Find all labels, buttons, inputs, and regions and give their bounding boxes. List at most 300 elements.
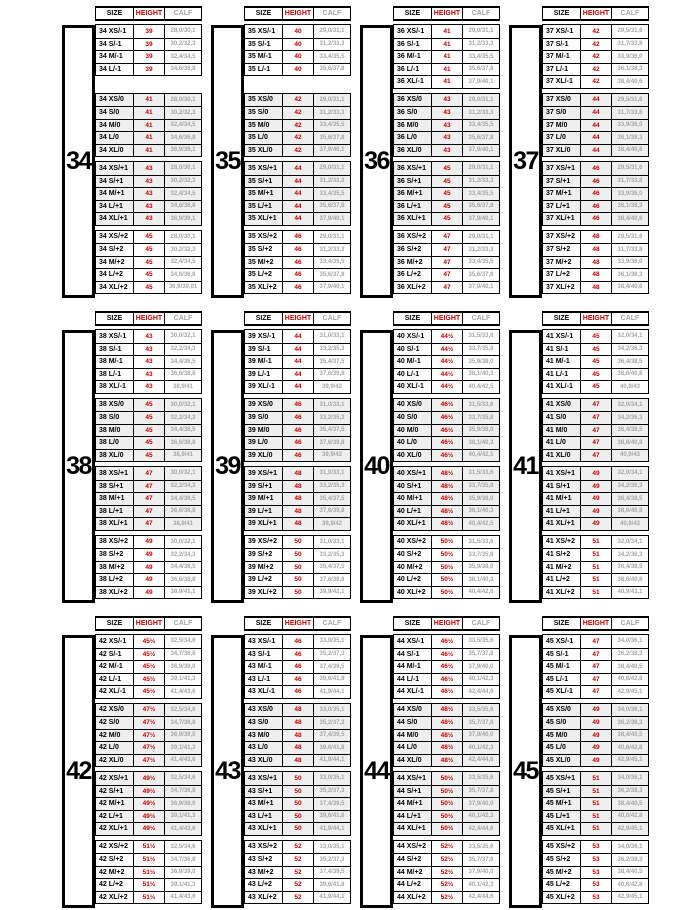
size-row [96, 505, 201, 518]
calf-cell: 32,0/34,1 [617, 538, 643, 545]
size-cell: 38 S/-1 [96, 344, 134, 356]
size-row [96, 673, 201, 686]
calf-cell: 36,4/38,5 [617, 427, 643, 434]
size-row [245, 517, 350, 530]
size-row [96, 685, 201, 698]
size-row [394, 25, 499, 38]
size-row [543, 772, 648, 785]
calf-cell: 32,0/34,1 [617, 470, 643, 477]
size-row [394, 380, 499, 393]
height-cell: 50 [283, 798, 314, 810]
size-cell: 38 XL/+2 [96, 587, 134, 599]
size-cell: 42 S/0 [96, 717, 134, 729]
height-cell: 43 [134, 381, 165, 393]
height-cell: 48½ [432, 755, 463, 767]
calf-cell: 39,9/42 [321, 383, 343, 390]
table-header-row [393, 616, 500, 631]
size-group [244, 634, 351, 699]
calf-cell: 42,9/45,1 [617, 688, 643, 695]
empty-row-spacer [95, 80, 202, 93]
height-cell: 47 [581, 425, 612, 437]
size-cell: 39 XL/+2 [245, 587, 283, 599]
calf-cell: 37,9/40,1 [319, 147, 345, 154]
calf-cell: 38,4/40,6 [617, 78, 643, 85]
calf-cell: 36,6/38,8 [170, 508, 196, 515]
row-groups [393, 329, 500, 603]
height-cell: 47 [581, 661, 612, 673]
size-row [96, 772, 201, 785]
calf-cell: 29,0/31,1 [468, 165, 494, 172]
size-row [543, 685, 648, 698]
calf-cell: 40,6/42,8 [617, 676, 643, 683]
size-cell: 45 S/+2 [543, 854, 581, 866]
calf-cell: 38,4/40,5 [617, 732, 643, 739]
size-cell: 37 XL/+1 [543, 213, 581, 225]
height-cell: 51½ [134, 892, 165, 904]
calf-cell: 28,0/30,1 [170, 28, 196, 35]
height-cell: 52½ [432, 892, 463, 904]
calf-cell: 34,4/36,5 [170, 495, 196, 502]
size-row [245, 536, 350, 549]
size-cell: 37 XL/+2 [543, 282, 581, 294]
height-cell: 42 [581, 25, 612, 38]
size-cell: 36 S/+2 [394, 244, 432, 256]
height-cell: 39 [134, 64, 165, 76]
height-cell: 44 [581, 120, 612, 132]
height-cell: 52 [283, 892, 314, 904]
calf-cell: 36,4/38,5 [617, 495, 643, 502]
size-cell: 44 XS/0 [394, 704, 432, 717]
calf-cell: 34,4/36,5 [170, 564, 196, 571]
size-row [96, 648, 201, 661]
shoe-size-number: 36 [360, 25, 393, 298]
calf-cell: 28,0/30,1 [170, 233, 196, 240]
size-cell: 42 XS/-1 [96, 635, 134, 648]
height-cell: 47 [581, 635, 612, 648]
height-cell: 52 [283, 841, 314, 854]
col-header-size: SIZE [96, 313, 134, 324]
height-cell: 48 [283, 755, 314, 767]
size-cell: 38 S/+1 [96, 481, 134, 493]
col-header-size: SIZE [543, 8, 581, 19]
size-row [96, 106, 201, 119]
height-cell: 49 [134, 587, 165, 599]
size-row [394, 729, 499, 742]
calf-cell: 37,4/39,5 [319, 869, 345, 876]
size-cell: 45 S/0 [543, 717, 581, 729]
size-cell: 34 M/+2 [96, 257, 134, 269]
table-header-row [244, 6, 351, 21]
size-row [543, 243, 648, 256]
size-row [543, 517, 648, 530]
height-cell: 48 [283, 467, 314, 480]
calf-cell: 37,9/40,1 [468, 78, 494, 85]
size-cell: 44 M/+1 [394, 798, 432, 810]
size-row [394, 343, 499, 356]
height-cell: 47 [432, 231, 463, 244]
size-group [542, 634, 649, 699]
calf-cell: 37,9/40,1 [468, 284, 494, 291]
height-cell: 43 [134, 162, 165, 175]
size-cell: 35 XS/+2 [245, 231, 283, 244]
height-cell: 49½ [134, 798, 165, 810]
size-cell: 40 M/-1 [394, 356, 432, 368]
calf-cell: 38,9/41 [172, 520, 194, 527]
height-cell: 49 [581, 755, 612, 767]
size-row [245, 505, 350, 518]
size-row [96, 797, 201, 810]
height-cell: 44 [283, 162, 314, 175]
size-row [96, 785, 201, 798]
calf-cell: 37,9/40,0 [468, 869, 494, 876]
size-row [245, 281, 350, 294]
calf-cell: 32,5/34,6 [170, 775, 196, 782]
size-row [96, 25, 201, 38]
size-cell: 41 XS/+1 [543, 467, 581, 480]
size-row [543, 741, 648, 754]
size-row [96, 281, 201, 294]
calf-cell: 31,2/33,3 [468, 246, 494, 253]
size-row [394, 573, 499, 586]
size-row [543, 467, 648, 480]
size-cell: 42 L/0 [96, 742, 134, 754]
calf-cell: 35,6/37,8 [319, 271, 345, 278]
size-group [393, 93, 500, 158]
size-cell: 44 S/-1 [394, 649, 432, 661]
col-header-calf: CALF [620, 315, 640, 322]
size-row [245, 797, 350, 810]
col-header-size: SIZE [394, 8, 432, 19]
calf-cell: 35,7/37,8 [468, 788, 494, 795]
calf-cell: 37,4/39,5 [319, 663, 345, 670]
calf-cell: 38,9/41 [172, 383, 194, 390]
size-cell: 39 M/0 [245, 425, 283, 437]
calf-cell: 41,4/43,6 [170, 894, 196, 901]
calf-cell: 41,9/44,1 [319, 825, 345, 832]
size-row [543, 810, 648, 823]
height-cell: 48 [283, 704, 314, 717]
height-cell: 43 [134, 344, 165, 356]
size-row [394, 162, 499, 175]
size-cell: 37 XL/0 [543, 145, 581, 157]
size-row [245, 841, 350, 854]
size-cell: 35 XL/+2 [245, 282, 283, 294]
calf-cell: 31,7/33,8 [617, 178, 643, 185]
size-row [394, 75, 499, 88]
calf-cell: 37,9/40,1 [468, 215, 494, 222]
size-row [245, 231, 350, 244]
size-cell: 44 M/+2 [394, 867, 432, 879]
size-row [394, 635, 499, 648]
height-cell: 51 [581, 823, 612, 835]
size-group [393, 771, 500, 836]
calf-cell: 31,2/33,3 [468, 41, 494, 48]
size-row [394, 517, 499, 530]
calf-cell: 33,4/35,5 [468, 53, 494, 60]
calf-cell: 38,6/40,8 [617, 439, 643, 446]
col-header-calf: CALF [173, 10, 193, 17]
size-cell: 36 S/-1 [394, 39, 432, 51]
height-cell: 49½ [134, 823, 165, 835]
size-row [96, 822, 201, 835]
size-cell: 35 S/+2 [245, 244, 283, 256]
calf-cell: 36,2/38,3 [617, 719, 643, 726]
calf-cell: 42,9/45,1 [617, 825, 643, 832]
height-cell: 44 [283, 356, 314, 368]
size-row [96, 853, 201, 866]
size-cell: 42 S/+1 [96, 786, 134, 798]
calf-cell: 33,7/35,8 [468, 483, 494, 490]
calf-cell: 34,6/36,8 [170, 203, 196, 210]
size-table [244, 6, 351, 298]
size-cell: 36 L/0 [394, 132, 432, 144]
calf-cell: 29,0/31,1 [468, 96, 494, 103]
height-cell: 39 [134, 25, 165, 38]
calf-cell: 40,9/43,1 [617, 589, 643, 596]
size-row [245, 399, 350, 412]
size-row [394, 94, 499, 107]
size-cell: 34 L/0 [96, 132, 134, 144]
calf-cell: 38,9/41 [172, 452, 194, 459]
calf-cell: 40,1/42,3 [468, 744, 494, 751]
size-row [394, 754, 499, 767]
shoe-size-number: 34 [62, 25, 95, 298]
size-group [244, 535, 351, 600]
calf-cell: 29,0/31,1 [319, 165, 345, 172]
col-header-height: HEIGHT [283, 8, 314, 19]
calf-cell: 35,6/37,8 [468, 203, 494, 210]
calf-cell: 40,6/42,8 [617, 744, 643, 751]
size-row [245, 704, 350, 717]
size-cell: 39 XS/0 [245, 399, 283, 412]
calf-cell: 37,6/39,8 [319, 576, 345, 583]
height-cell: 41 [432, 64, 463, 76]
shoe-size-number: 40 [360, 330, 393, 603]
size-cell: 41 L/0 [543, 437, 581, 449]
calf-cell: 29,5/31,6 [617, 233, 643, 240]
size-row [394, 492, 499, 505]
size-cell: 43 L/0 [245, 742, 283, 754]
calf-cell: 33,0/35,1 [319, 638, 345, 645]
size-row [245, 268, 350, 281]
calf-cell: 31,0/33,1 [319, 470, 345, 477]
size-cell: 40 XS/+2 [394, 536, 432, 549]
height-cell: 47½ [134, 742, 165, 754]
size-group [95, 634, 202, 699]
size-row [394, 119, 499, 132]
size-row [543, 106, 648, 119]
calf-cell: 38,6/40,8 [617, 371, 643, 378]
calf-cell: 33,5/35,6 [468, 775, 494, 782]
size-row [245, 424, 350, 437]
size-cell: 37 S/+2 [543, 244, 581, 256]
size-row [543, 716, 648, 729]
size-cell: 38 M/-1 [96, 356, 134, 368]
calf-cell: 35,4/37,5 [319, 358, 345, 365]
size-row [394, 268, 499, 281]
height-cell: 45 [581, 369, 612, 381]
height-cell: 50 [283, 536, 314, 549]
table-header-row [244, 616, 351, 631]
size-row [96, 231, 201, 244]
calf-cell: 33,9/36,0 [617, 190, 643, 197]
height-cell: 51 [581, 574, 612, 586]
size-row [96, 38, 201, 51]
calf-cell: 35,2/37,3 [319, 651, 345, 658]
calf-cell: 30,2/32,3 [170, 246, 196, 253]
height-cell: 43 [134, 356, 165, 368]
calf-cell: 30,2/32,3 [170, 41, 196, 48]
height-cell: 48 [283, 518, 314, 530]
size-row [543, 660, 648, 673]
height-cell: 45 [581, 330, 612, 343]
calf-cell: 38,4/40,5 [617, 869, 643, 876]
size-row [96, 380, 201, 393]
calf-cell: 41,4/43,6 [170, 825, 196, 832]
size-cell: 42 M/0 [96, 730, 134, 742]
calf-cell: 40,9/43 [619, 520, 641, 527]
size-cell: 39 XL/-1 [245, 381, 283, 393]
size-cell: 45 XS/-1 [543, 635, 581, 648]
row-groups [244, 24, 351, 298]
size-cell: 43 XS/-1 [245, 635, 283, 648]
size-cell: 35 L/0 [245, 132, 283, 144]
calf-cell: 38,6/40,8 [617, 508, 643, 515]
calf-cell: 33,9/36,0 [617, 122, 643, 129]
size-cell: 43 XL/+2 [245, 892, 283, 904]
calf-cell: 40,4/42,5 [468, 383, 494, 390]
height-cell: 40 [283, 39, 314, 51]
col-header-height: HEIGHT [283, 618, 314, 629]
height-cell: 46½ [432, 635, 463, 648]
height-cell: 51½ [134, 841, 165, 854]
size-row [394, 200, 499, 213]
calf-cell: 36,9/39,0 [170, 663, 196, 670]
size-row [245, 822, 350, 835]
size-row [245, 866, 350, 879]
col-header-calf: CALF [471, 315, 491, 322]
calf-cell: 31,2/33,3 [319, 246, 345, 253]
height-cell: 49 [581, 730, 612, 742]
height-cell: 43 [134, 330, 165, 343]
size-panel [509, 616, 649, 908]
calf-cell: 35,6/37,8 [468, 134, 494, 141]
size-row [543, 200, 648, 213]
size-cell: 42 XS/+1 [96, 772, 134, 785]
size-group [95, 466, 202, 531]
calf-cell: 31,2/33,3 [319, 109, 345, 116]
size-row [543, 330, 648, 343]
size-row [245, 891, 350, 904]
calf-cell: 31,2/33,3 [468, 109, 494, 116]
height-cell: 46 [283, 412, 314, 424]
calf-cell: 32,2/34,3 [170, 551, 196, 558]
table-header-row [393, 311, 500, 326]
size-cell: 44 L/-1 [394, 674, 432, 686]
size-cell: 40 XL/0 [394, 450, 432, 462]
calf-cell: 38,4/40,6 [617, 215, 643, 222]
size-row [96, 810, 201, 823]
size-group [393, 230, 500, 295]
size-row [543, 424, 648, 437]
size-cell: 41 L/-1 [543, 369, 581, 381]
size-table [95, 616, 202, 908]
calf-cell: 42,9/45,1 [617, 894, 643, 901]
size-row [96, 268, 201, 281]
size-row [96, 175, 201, 188]
size-cell: 41 L/+1 [543, 506, 581, 518]
height-cell: 46 [283, 686, 314, 698]
size-table [95, 6, 202, 298]
calf-cell: 36,9/39,0 [170, 800, 196, 807]
size-cell: 38 XS/+1 [96, 467, 134, 480]
height-cell: 48 [581, 269, 612, 281]
size-row [245, 573, 350, 586]
height-cell: 49½ [134, 786, 165, 798]
size-row [394, 243, 499, 256]
height-cell: 45 [134, 282, 165, 294]
size-cell: 35 XL/+1 [245, 213, 283, 225]
size-row [543, 480, 648, 493]
size-cell: 39 L/0 [245, 437, 283, 449]
size-cell: 43 XS/+2 [245, 841, 283, 854]
size-cell: 34 XL/0 [96, 145, 134, 157]
height-cell: 51 [581, 798, 612, 810]
calf-cell: 31,5/33,6 [468, 333, 494, 340]
calf-cell: 33,4/35,5 [468, 122, 494, 129]
size-cell: 40 M/+2 [394, 562, 432, 574]
size-row [394, 449, 499, 462]
size-cell: 34 S/+2 [96, 244, 134, 256]
height-cell: 51 [581, 811, 612, 823]
calf-cell: 37,9/40,0 [468, 663, 494, 670]
calf-cell: 35,9/38,0 [468, 358, 494, 365]
size-row [394, 586, 499, 599]
size-cell: 36 XL/-1 [394, 76, 432, 88]
height-cell: 47 [134, 518, 165, 530]
calf-cell: 31,5/33,6 [468, 470, 494, 477]
calf-cell: 34,6/36,8 [170, 271, 196, 278]
size-cell: 37 L/0 [543, 132, 581, 144]
size-row [245, 716, 350, 729]
size-cell: 34 L/+1 [96, 201, 134, 213]
height-cell: 46 [283, 635, 314, 648]
col-header-height: HEIGHT [581, 8, 612, 19]
size-row [394, 256, 499, 269]
size-cell: 35 XS/-1 [245, 25, 283, 38]
calf-cell: 40,1/42,3 [468, 676, 494, 683]
calf-cell: 34,2/36,3 [617, 483, 643, 490]
size-row [245, 50, 350, 63]
size-cell: 45 XL/+2 [543, 892, 581, 904]
height-cell: 44 [283, 201, 314, 213]
empty-row-spacer [244, 80, 351, 93]
size-row [245, 648, 350, 661]
size-row [394, 355, 499, 368]
size-row [245, 380, 350, 393]
height-cell: 50½ [432, 811, 463, 823]
size-cell: 44 S/+1 [394, 786, 432, 798]
calf-cell: 36,1/38,3 [617, 134, 643, 141]
size-cell: 42 XS/0 [96, 704, 134, 717]
size-cell: 36 XL/0 [394, 145, 432, 157]
height-cell: 42 [283, 94, 314, 107]
calf-cell: 32,5/34,6 [170, 706, 196, 713]
calf-cell: 42,4/44,6 [468, 688, 494, 695]
height-cell: 48 [581, 231, 612, 244]
height-cell: 50½ [432, 574, 463, 586]
calf-cell: 35,9/38,0 [468, 427, 494, 434]
